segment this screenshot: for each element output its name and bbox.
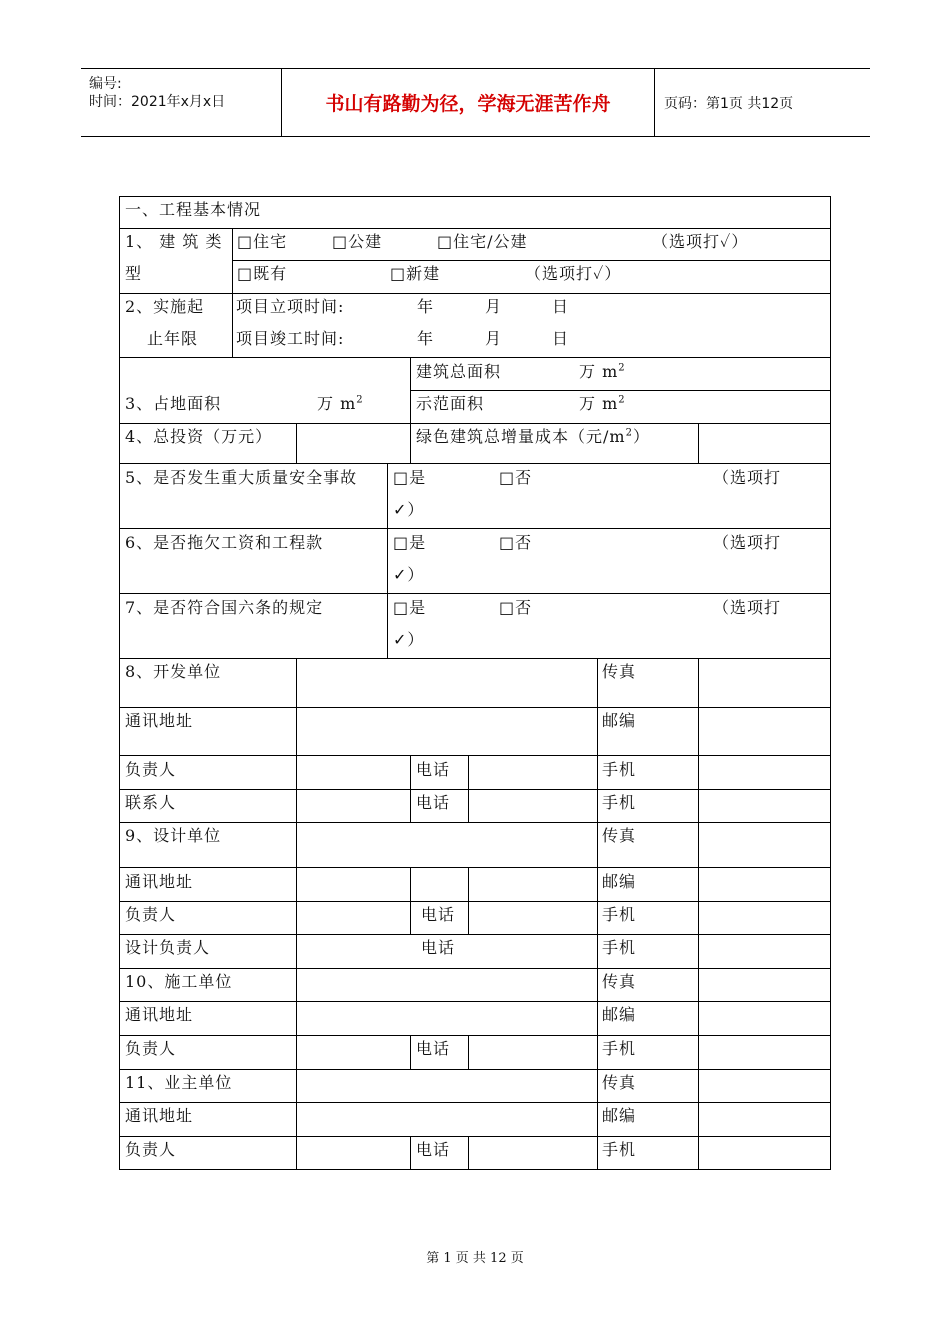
building-status-hint: （选项打✓） xyxy=(525,264,622,283)
building-type-hint: （选项打✓） xyxy=(652,232,749,251)
building-type-label: 1、 建 筑 类 xyxy=(125,232,223,251)
rule xyxy=(119,357,831,358)
option-residential-checkbox[interactable]: □住宅 xyxy=(237,232,288,251)
rule xyxy=(119,1035,831,1036)
header-page-number: 页码：第1页 共12页 xyxy=(664,95,794,112)
question-policy-yes-checkbox[interactable]: □是 xyxy=(393,598,427,617)
option-new-checkbox[interactable]: □新建 xyxy=(390,264,441,283)
approval-year-unit: 年 xyxy=(417,297,435,316)
rule xyxy=(119,293,831,294)
rule xyxy=(119,228,831,229)
rule xyxy=(119,968,831,969)
rule xyxy=(410,1035,411,1069)
developer-address-label: 通讯地址 xyxy=(125,711,194,730)
rule xyxy=(119,1102,831,1103)
question-wage-yes-checkbox[interactable]: □是 xyxy=(393,533,427,552)
page-footer: 第 1 页 共 12 页 xyxy=(426,1251,524,1266)
land-area-unit: 万 $m^2$ xyxy=(317,394,364,413)
question-policy-no-checkbox[interactable]: □否 xyxy=(499,598,533,617)
question-safety-yes-checkbox[interactable]: □是 xyxy=(393,468,427,487)
building-type-label-cont: 型 xyxy=(125,264,143,283)
developer-person-label: 负责人 xyxy=(125,760,177,779)
completion-year-unit: 年 xyxy=(417,329,435,348)
option-existing-checkbox[interactable]: □既有 xyxy=(237,264,288,283)
design-lead-mobile-label: 手机 xyxy=(602,938,637,957)
completion-date-label: 项目竣工时间: xyxy=(236,329,345,348)
question-policy-hint: （选项打 xyxy=(713,598,782,617)
document-date-label: 时间：2021年x月x日 xyxy=(89,94,226,110)
total-floor-area-unit: 万 $m^2$ xyxy=(579,362,626,381)
rule xyxy=(698,658,699,1169)
question-wage-check-hint: ✓） xyxy=(393,565,425,584)
rule xyxy=(119,1136,831,1137)
rule xyxy=(119,867,831,868)
demo-area-label: 示范面积 xyxy=(416,394,485,413)
designer-unit-label: 9、设计单位 xyxy=(125,826,222,845)
rule xyxy=(410,1136,411,1169)
designer-person-label: 负责人 xyxy=(125,905,177,924)
developer-contact-label: 联系人 xyxy=(125,793,177,812)
developer-fax-label: 传真 xyxy=(602,662,637,681)
approval-month-unit: 月 xyxy=(485,297,503,316)
question-safety-check-hint: ✓） xyxy=(393,500,425,519)
owner-address-label: 通讯地址 xyxy=(125,1106,194,1125)
rule xyxy=(119,1069,831,1070)
rule xyxy=(410,867,411,934)
developer-contact-mobile-label: 手机 xyxy=(602,793,637,812)
approval-day-unit: 日 xyxy=(552,297,570,316)
rule xyxy=(233,260,831,261)
completion-day-unit: 日 xyxy=(552,329,570,348)
option-public-checkbox[interactable]: □公建 xyxy=(332,232,383,251)
demo-area-unit: 万 $m^2$ xyxy=(579,394,626,413)
question-wage-arrears-label: 6、是否拖欠工资和工程款 xyxy=(125,533,324,552)
designer-fax-label: 传真 xyxy=(602,826,637,845)
section-title: 一、工程基本情况 xyxy=(125,200,262,219)
header-meta xyxy=(81,69,282,136)
rule xyxy=(410,390,831,391)
design-lead-label: 设计负责人 xyxy=(125,938,211,957)
rule xyxy=(119,707,831,708)
rule xyxy=(119,593,831,594)
rule xyxy=(468,1035,469,1069)
page-header xyxy=(81,68,870,137)
completion-month-unit: 月 xyxy=(485,329,503,348)
header-motto: 书山有路勤为径，学海无涯苦作舟 xyxy=(282,69,655,136)
owner-unit-label: 11、业主单位 xyxy=(125,1073,233,1092)
rule xyxy=(119,1001,831,1002)
rule xyxy=(119,528,831,529)
developer-contact-phone-label: 电话 xyxy=(416,793,451,812)
designer-person-mobile-label: 手机 xyxy=(602,905,637,924)
border-bottom xyxy=(119,1169,831,1170)
question-safety-hint: （选项打 xyxy=(713,468,782,487)
constructor-postcode-label: 邮编 xyxy=(602,1005,637,1024)
developer-person-phone-label: 电话 xyxy=(416,760,451,779)
rule xyxy=(119,423,831,424)
question-safety-no-checkbox[interactable]: □否 xyxy=(499,468,533,487)
owner-fax-label: 传真 xyxy=(602,1073,637,1092)
rule xyxy=(597,658,598,1169)
green-cost-label: 绿色建筑总增量成本（元$/m^2$） xyxy=(416,427,650,446)
owner-postcode-label: 邮编 xyxy=(602,1106,637,1125)
owner-mobile-label: 手机 xyxy=(602,1140,637,1159)
option-residential-public-checkbox[interactable]: □住宅/公建 xyxy=(437,232,528,251)
rule xyxy=(296,658,297,1169)
rule xyxy=(119,463,831,464)
rule xyxy=(468,755,469,822)
question-policy-check-hint: ✓） xyxy=(393,630,425,649)
rule xyxy=(119,755,831,756)
rule xyxy=(698,423,699,463)
rule xyxy=(296,423,297,463)
owner-person-label: 负责人 xyxy=(125,1140,177,1159)
approval-date-label: 项目立项时间: xyxy=(236,297,345,316)
rule xyxy=(119,901,831,902)
rule xyxy=(119,822,831,823)
constructor-person-label: 负责人 xyxy=(125,1039,177,1058)
rule xyxy=(468,867,469,934)
project-info-form xyxy=(119,196,831,1170)
period-label-cont: 止年限 xyxy=(147,329,199,348)
rule xyxy=(410,755,411,822)
developer-unit-label: 8、开发单位 xyxy=(125,662,222,681)
design-lead-phone-label: 电话 xyxy=(421,938,456,957)
border-left xyxy=(119,196,120,1170)
constructor-address-label: 通讯地址 xyxy=(125,1005,194,1024)
rule xyxy=(119,789,831,790)
rule xyxy=(119,934,831,935)
question-safety-accident-label: 5、是否发生重大质量安全事故 xyxy=(125,468,358,487)
designer-person-phone-label: 电话 xyxy=(421,905,456,924)
rule xyxy=(410,357,411,463)
developer-person-mobile-label: 手机 xyxy=(602,760,637,779)
designer-address-label: 通讯地址 xyxy=(125,872,194,891)
rule xyxy=(387,463,388,658)
border-right xyxy=(830,196,831,1170)
rule xyxy=(468,1136,469,1169)
owner-phone-label: 电话 xyxy=(416,1140,451,1159)
question-wage-no-checkbox[interactable]: □否 xyxy=(499,533,533,552)
constructor-mobile-label: 手机 xyxy=(602,1039,637,1058)
total-investment-label: 4、总投资（万元） xyxy=(125,427,273,446)
question-policy-label: 7、是否符合国六条的规定 xyxy=(125,598,324,617)
designer-postcode-label: 邮编 xyxy=(602,872,637,891)
constructor-unit-label: 10、施工单位 xyxy=(125,972,233,991)
developer-postcode-label: 邮编 xyxy=(602,711,637,730)
constructor-fax-label: 传真 xyxy=(602,972,637,991)
border-top xyxy=(119,196,831,197)
total-floor-area-label: 建筑总面积 xyxy=(416,362,502,381)
constructor-phone-label: 电话 xyxy=(416,1039,451,1058)
rule xyxy=(232,228,233,357)
land-area-label: 3、占地面积 xyxy=(125,394,222,413)
rule xyxy=(119,658,831,659)
period-label: 2、实施起 xyxy=(125,297,205,316)
document-number-label: 编号: xyxy=(89,76,122,92)
question-wage-hint: （选项打 xyxy=(713,533,782,552)
